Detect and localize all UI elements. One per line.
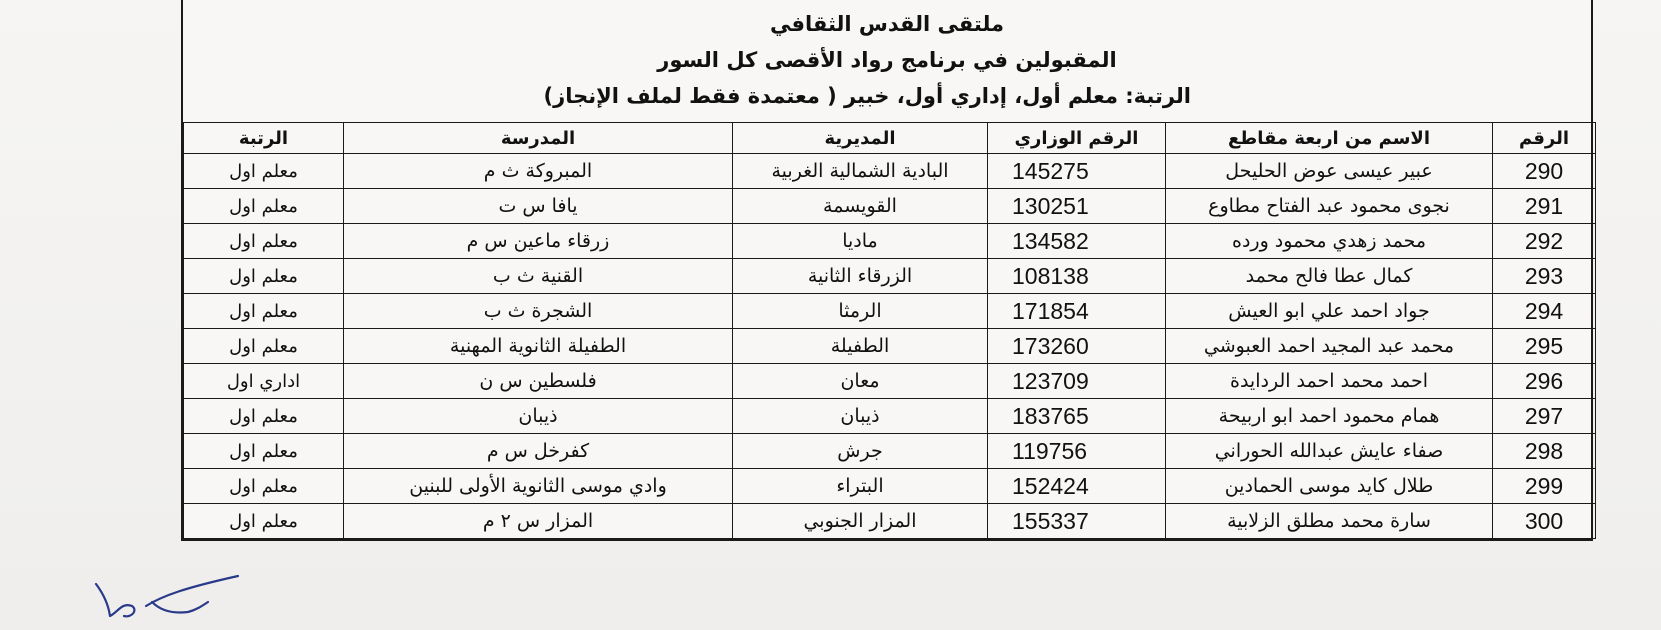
- cell-number: 299: [1493, 469, 1596, 504]
- table-header-row: [184, 123, 1596, 154]
- cell-school: يافا س ت: [344, 189, 733, 224]
- cell-name: نجوى محمود عبد الفتاح مطاوع: [1166, 189, 1493, 224]
- cell-school: ذيبان: [344, 399, 733, 434]
- cell-rank: اداري اول: [184, 364, 344, 399]
- cell-number: 292: [1493, 224, 1596, 259]
- cell-number: 297: [1493, 399, 1596, 434]
- cell-ministry-id: 171854: [988, 294, 1166, 329]
- cell-directorate: البادية الشمالية الغربية: [733, 154, 988, 189]
- cell-name: عبير عيسى عوض الحليحل: [1166, 154, 1493, 189]
- cell-ministry-id: 123709: [988, 364, 1166, 399]
- cell-directorate: الرمثا: [733, 294, 988, 329]
- cell-directorate: الزرقاء الثانية: [733, 259, 988, 294]
- cell-ministry-id: 145275: [988, 154, 1166, 189]
- cell-rank: معلم اول: [184, 259, 344, 294]
- cell-name: صفاء عايش عبدالله الحوراني: [1166, 434, 1493, 469]
- cell-school: الشجرة ث ب: [344, 294, 733, 329]
- cell-rank: معلم اول: [184, 399, 344, 434]
- cell-directorate: الطفيلة: [733, 329, 988, 364]
- col-number-header: الرقم: [1493, 123, 1596, 154]
- cell-number: 296: [1493, 364, 1596, 399]
- cell-name: محمد عبد المجيد احمد العبوشي: [1166, 329, 1493, 364]
- col-rank-header: الرتبة: [184, 123, 344, 154]
- table-row: [184, 329, 1596, 364]
- cell-number: 294: [1493, 294, 1596, 329]
- cell-school: زرقاء ماعين س م: [344, 224, 733, 259]
- cell-number: 295: [1493, 329, 1596, 364]
- cell-directorate: البتراء: [733, 469, 988, 504]
- table-row: [184, 189, 1596, 224]
- table-row: [184, 259, 1596, 294]
- cell-rank: معلم اول: [184, 189, 344, 224]
- document-header: [183, 0, 1591, 122]
- cell-number: 293: [1493, 259, 1596, 294]
- cell-ministry-id: 130251: [988, 189, 1166, 224]
- cell-directorate: ذيبان: [733, 399, 988, 434]
- cell-school: المبروكة ث م: [344, 154, 733, 189]
- cell-directorate: المزار الجنوبي: [733, 504, 988, 539]
- cell-ministry-id: 173260: [988, 329, 1166, 364]
- cell-directorate: القويسمة: [733, 189, 988, 224]
- cell-ministry-id: 119756: [988, 434, 1166, 469]
- cell-name: احمد محمد احمد الردايدة: [1166, 364, 1493, 399]
- col-ministry-id-header: الرقم الوزاري: [988, 123, 1166, 154]
- accepted-table: [183, 122, 1596, 539]
- cell-name: كمال عطا فالح محمد: [1166, 259, 1493, 294]
- table-row: [184, 294, 1596, 329]
- cell-school: الطفيلة الثانوية المهنية: [344, 329, 733, 364]
- cell-school: وادي موسى الثانوية الأولى للبنين: [344, 469, 733, 504]
- cell-name: سارة محمد مطلق الزلابية: [1166, 504, 1493, 539]
- cell-school: القنية ث ب: [344, 259, 733, 294]
- cell-rank: معلم اول: [184, 154, 344, 189]
- table-row: [184, 504, 1596, 539]
- cell-name: جواد احمد علي ابو العيش: [1166, 294, 1493, 329]
- col-school-header: المدرسة: [344, 123, 733, 154]
- cell-school: كفرخل س م: [344, 434, 733, 469]
- col-name-header: الاسم من اربعة مقاطع: [1166, 123, 1493, 154]
- table-row: [184, 364, 1596, 399]
- cell-rank: معلم اول: [184, 329, 344, 364]
- program-title: المقبولين في برنامج رواد الأقصى كل السور: [657, 48, 1117, 72]
- cell-name: طلال كايد موسى الحمادين: [1166, 469, 1493, 504]
- table-row: [184, 399, 1596, 434]
- cell-directorate: ماديا: [733, 224, 988, 259]
- cell-name: همام محمود احمد ابو اربيحة: [1166, 399, 1493, 434]
- cell-rank: معلم اول: [184, 469, 344, 504]
- cell-ministry-id: 108138: [988, 259, 1166, 294]
- cell-rank: معلم اول: [184, 294, 344, 329]
- document-frame: [181, 0, 1593, 541]
- cell-school: المزار س ٢ م: [344, 504, 733, 539]
- cell-ministry-id: 183765: [988, 399, 1166, 434]
- cell-number: 290: [1493, 154, 1596, 189]
- table-row: [184, 154, 1596, 189]
- cell-number: 300: [1493, 504, 1596, 539]
- cell-rank: معلم اول: [184, 504, 344, 539]
- cell-ministry-id: 155337: [988, 504, 1166, 539]
- table-row: [184, 469, 1596, 504]
- cell-name: محمد زهدي محمود ورده: [1166, 224, 1493, 259]
- cell-directorate: معان: [733, 364, 988, 399]
- cell-ministry-id: 134582: [988, 224, 1166, 259]
- cell-rank: معلم اول: [184, 224, 344, 259]
- table-row: [184, 224, 1596, 259]
- org-title: ملتقى القدس الثقافي: [769, 12, 1005, 36]
- cell-number: 291: [1493, 189, 1596, 224]
- cell-school: فلسطين س ن: [344, 364, 733, 399]
- cell-directorate: جرش: [733, 434, 988, 469]
- cell-number: 298: [1493, 434, 1596, 469]
- signature-icon: [88, 572, 248, 630]
- col-directorate-header: المديرية: [733, 123, 988, 154]
- cell-rank: معلم اول: [184, 434, 344, 469]
- cell-ministry-id: 152424: [988, 469, 1166, 504]
- table-row: [184, 434, 1596, 469]
- rank-note: الرتبة: معلم أول، إداري أول، خبير ( معتمدة فقط لملف الإنجاز): [543, 84, 1191, 108]
